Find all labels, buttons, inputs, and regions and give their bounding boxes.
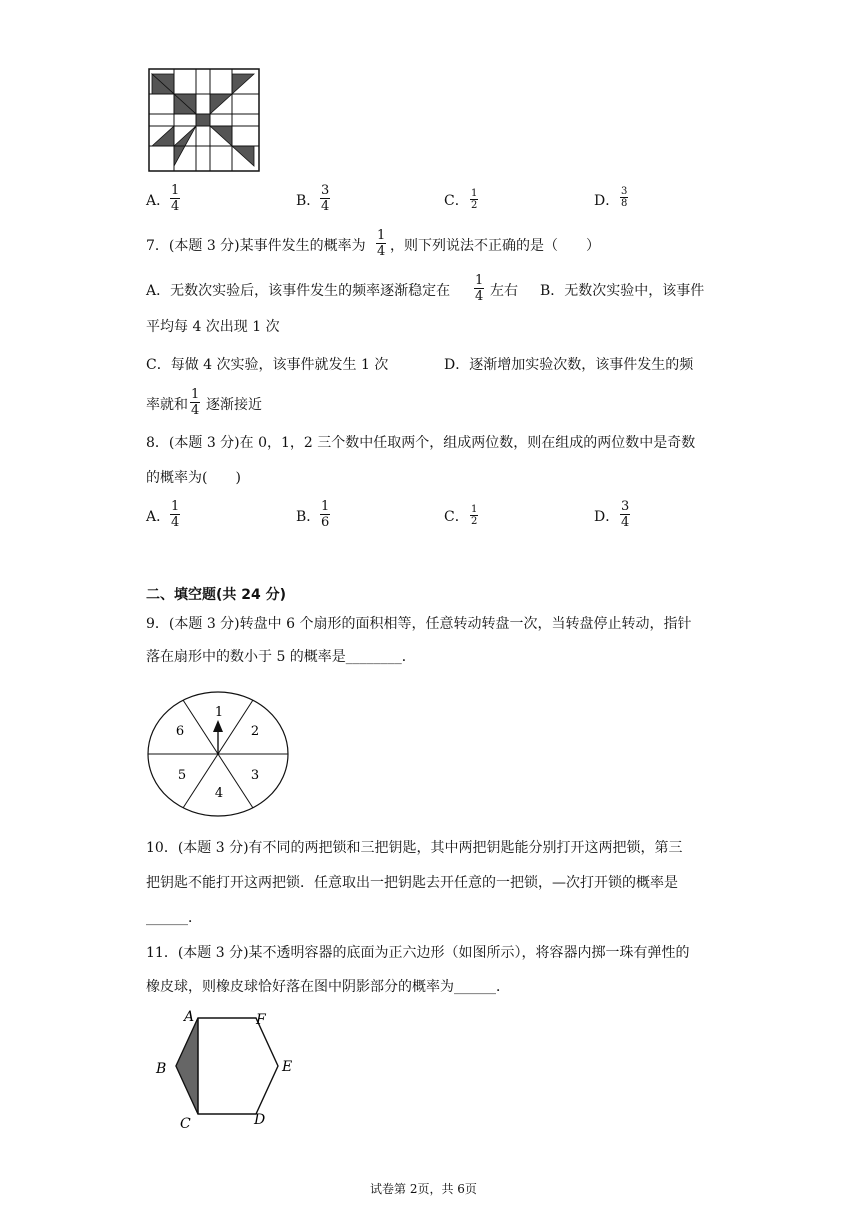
q7-option-a-after: 左右 bbox=[490, 283, 518, 299]
q7-option-b-line1: B．无数次实验中，该事件 bbox=[540, 283, 705, 299]
q11-hexagon-figure bbox=[152, 1008, 302, 1132]
q9-stem-line2: 落在扇形中的数小于 5 的概率是________． bbox=[146, 649, 416, 665]
vertex-a-label: A bbox=[184, 1009, 195, 1025]
q6-option-b-letter: B． bbox=[296, 193, 321, 209]
q7-option-d-fraction: $\frac{1}{4}$ bbox=[191, 387, 200, 418]
q6-option-c-fraction: $\frac{1}{2}$ bbox=[471, 188, 478, 211]
vertex-d-label: D bbox=[254, 1112, 266, 1128]
q7-option-a-before: A．无数次实验后，该事件发生的频率逐渐稳定在 bbox=[146, 283, 451, 299]
q8-option-b-fraction: $\frac{1}{6}$ bbox=[321, 499, 330, 530]
q9-spinner-figure bbox=[146, 690, 290, 818]
q7-option-c: C．每做 4 次实验，该事件就发生 1 次 bbox=[146, 357, 389, 373]
q7-stem-fraction: $\frac{1}{4}$ bbox=[377, 228, 386, 259]
q6-option-b-fraction: $\frac{3}{4}$ bbox=[321, 183, 330, 214]
spinner-number-3: 3 bbox=[250, 768, 260, 783]
q6-option-a-letter: A． bbox=[146, 193, 171, 209]
q8-option-d-letter: D． bbox=[594, 509, 620, 525]
q8-option-a-fraction: $\frac{1}{4}$ bbox=[171, 499, 180, 530]
vertex-b-label: B bbox=[156, 1061, 167, 1077]
spinner-number-5: 5 bbox=[177, 768, 187, 783]
q6-option-a-fraction: $\frac{1}{4}$ bbox=[171, 183, 180, 214]
q6-option-c-letter: C． bbox=[444, 193, 469, 209]
q7-option-d-line2-before: 率就和 bbox=[146, 397, 188, 413]
q8-option-b-letter: B． bbox=[296, 509, 321, 525]
vertex-e-label: E bbox=[282, 1059, 293, 1075]
q8-option-a-letter: A． bbox=[146, 509, 171, 525]
spinner-number-2: 2 bbox=[250, 724, 260, 739]
spinner-number-4: 4 bbox=[214, 786, 224, 801]
q9-stem-line1: 9．(本题 3 分)转盘中 6 个扇形的面积相等，任意转动转盘一次，当转盘停止转动，指针 bbox=[146, 616, 692, 632]
q7-option-b-line2: 平均每 4 次出现 1 次 bbox=[146, 319, 280, 335]
vertex-f-label: F bbox=[256, 1012, 266, 1028]
vertex-c-label: C bbox=[180, 1116, 191, 1132]
q7-option-d-line1: D．逐渐增加实验次数，该事件发生的频 bbox=[444, 357, 694, 373]
q8-option-c-letter: C． bbox=[444, 509, 469, 525]
q10-stem-line1: 10．(本题 3 分)有不同的两把锁和三把钥匙，其中两把钥匙能分别打开这两把锁，第三 bbox=[146, 840, 683, 856]
q6-grid-figure bbox=[148, 68, 260, 172]
q6-option-d-letter: D． bbox=[594, 193, 620, 209]
q7-stem-before: 7．(本题 3 分)某事件发生的概率为 bbox=[146, 238, 366, 254]
spinner-number-6: 6 bbox=[175, 724, 185, 739]
q8-stem-line2: 的概率为( ) bbox=[146, 470, 241, 486]
q6-option-d-fraction: $\frac{3}{8}$ bbox=[621, 186, 628, 209]
q8-option-d-fraction: $\frac{3}{4}$ bbox=[621, 499, 630, 530]
section2-heading: 二、填空题(共 24 分) bbox=[146, 587, 287, 603]
page-footer: 试卷第 2页，共 6页 bbox=[370, 1182, 477, 1196]
spinner-number-1: 1 bbox=[214, 705, 224, 720]
q10-stem-line2: 把钥匙不能打开这两把锁．任意取出一把钥匙去开任意的一把锁，—次打开锁的概率是 bbox=[146, 875, 678, 891]
q8-stem-line1: 8．(本题 3 分)在 0，1，2 三个数中任取两个，组成两位数，则在组成的两位数中是奇数 bbox=[146, 435, 696, 451]
q7-option-a-fraction: $\frac{1}{4}$ bbox=[475, 273, 484, 304]
q11-stem-line1: 11．(本题 3 分)某不透明容器的底面为正六边形（如图所示），将容器内掷一珠有弹性的 bbox=[146, 945, 690, 961]
q7-option-d-line2-after: 逐渐接近 bbox=[206, 397, 262, 413]
q11-stem-line2: 橡皮球，则橡皮球恰好落在图中阴影部分的概率为______． bbox=[146, 979, 510, 995]
q7-stem-after: ，则下列说法不正确的是（ ） bbox=[390, 238, 600, 254]
q8-option-c-fraction: $\frac{1}{2}$ bbox=[471, 504, 478, 527]
q10-stem-line3: ______． bbox=[146, 910, 202, 926]
